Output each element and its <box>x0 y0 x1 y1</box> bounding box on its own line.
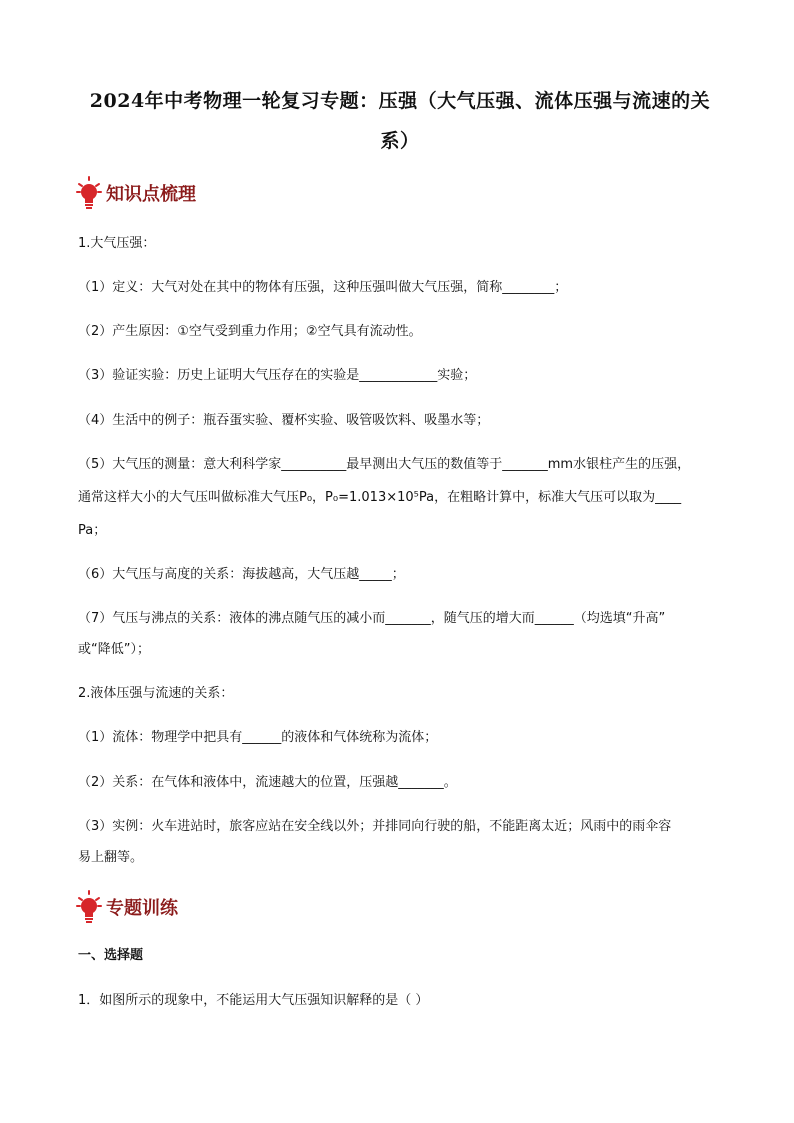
point-2-fluid: （1）流体：物理学中把具有______的液体和气体统称为流体； <box>78 730 438 745</box>
document-title-line-2: 系） <box>380 130 420 152</box>
point-1-measurement-line-1: （5）大气压的测量：意大利科学家__________最早测出大气压的数值等于_______mm水银柱产生的压强， <box>78 457 691 472</box>
point-1-cause: （2）产生原因：①空气受到重力作用；②空气具有流动性。 <box>78 324 422 339</box>
section-knowledge-title: 知识点梳理 <box>106 184 196 205</box>
section-training-title: 专题训练 <box>106 898 178 919</box>
section-training-header <box>76 890 178 924</box>
point-1-measurement-line-3: Pa； <box>78 523 107 538</box>
part-1-heading: 一、选择题 <box>78 948 144 963</box>
point-1-heading: 1.大气压强： <box>78 236 156 251</box>
section-knowledge-header <box>76 176 196 210</box>
point-2-examples-line-2: 易上翻等。 <box>78 850 144 865</box>
point-2-examples-line-1: （3）实例：火车进站时，旅客应站在安全线以外；并排同向行驶的船，不能距离太近；风雨中的雨伞容 <box>78 819 672 834</box>
point-2-relation: （2）关系：在气体和液体中，流速越大的位置，压强越_______。 <box>78 775 457 790</box>
point-1-definition: （1）定义：大气对处在其中的物体有压强，这种压强叫做大气压强，简称________； <box>78 280 568 295</box>
question-1: 1．如图所示的现象中，不能运用大气压强知识解释的是（ ） <box>78 993 429 1008</box>
point-1-measurement-line-2: 通常这样大小的大气压叫做标准大气压P₀，P₀=1.013×10⁵Pa，在粗略计算中，标准大气压可以取为____ <box>78 490 682 505</box>
point-1-examples: （4）生活中的例子：瓶吞蛋实验、覆杯实验、吸管吸饮料、吸墨水等； <box>78 413 490 428</box>
point-1-altitude: （6）大气压与高度的关系：海拔越高，大气压越_____； <box>78 567 405 582</box>
point-1-experiment: （3）验证实验：历史上证明大气压存在的实验是____________实验； <box>78 368 477 383</box>
point-1-boiling-line-2: 或“降低”）； <box>78 642 150 657</box>
lightbulb-icon <box>76 890 102 924</box>
point-2-heading: 2.液体压强与流速的关系： <box>78 686 234 701</box>
point-1-boiling-line-1: （7）气压与沸点的关系：液体的沸点随气压的减小而_______，随气压的增大而______（均选填“升高” <box>78 611 666 626</box>
lightbulb-icon <box>76 176 102 210</box>
document-title-line-1: 2024年中考物理一轮复习专题：压强（大气压强、流体压强与流速的关 <box>89 90 711 112</box>
